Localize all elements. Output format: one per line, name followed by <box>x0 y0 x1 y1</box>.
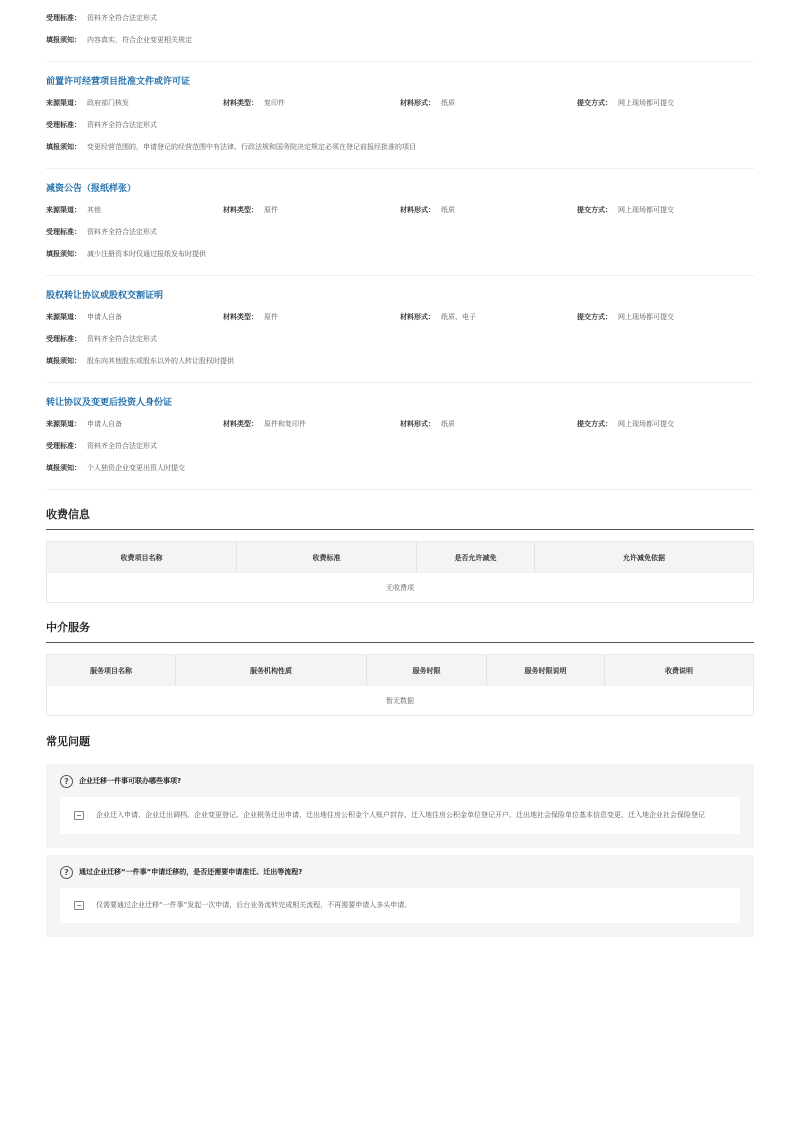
source-label: 来源渠道： <box>46 99 81 107</box>
material-item <box>46 383 754 490</box>
notice-label: 填报须知： <box>46 464 81 472</box>
source-label: 来源渠道： <box>46 313 81 321</box>
faq-answer-text: 仅需要通过企业迁移“一件事”发起一次申请，后台业务流转完成相关流程，不再需要申请人多头申请。 <box>96 901 412 909</box>
submit-label: 提交方式： <box>577 99 612 107</box>
standard-value: 资料齐全符合法定形式 <box>87 228 157 236</box>
form-value: 纸质 <box>441 206 455 214</box>
material-meta-row <box>46 199 754 221</box>
notice-value: 变更经营范围的，申请登记的经营范围中有法律、行政法规和国务院决定规定必须在登记前报经批准的项目 <box>87 143 416 151</box>
type-value: 原件 <box>264 206 278 214</box>
notice-row <box>46 136 754 158</box>
standard-label: 受理标准： <box>46 14 81 22</box>
submit-label: 提交方式： <box>577 420 612 428</box>
material-meta-row <box>46 306 754 328</box>
notice-label: 填报须知： <box>46 357 81 365</box>
faq-item[interactable] <box>46 764 754 848</box>
question-icon: ? <box>60 775 73 788</box>
source-label: 来源渠道： <box>46 420 81 428</box>
form-label: 材料形式： <box>400 206 435 214</box>
agency-header-cell: 服务时限说明 <box>487 655 605 686</box>
type-label: 材料类型： <box>223 420 258 428</box>
answer-icon <box>74 901 84 910</box>
fees-section-title: 收费信息 <box>46 490 754 530</box>
material-item <box>46 276 754 383</box>
fees-header-cell: 是否允许减免 <box>417 542 535 573</box>
material-title[interactable]: 减资公告（报纸样张） <box>46 184 137 194</box>
faq-question-text: 通过企业迁移“一件事”申请迁移的，是否还需要申请准迁、迁出等流程? <box>79 868 303 876</box>
fees-empty-row: 无收费项 <box>47 573 753 602</box>
notice-row <box>46 350 754 372</box>
submit-label: 提交方式： <box>577 206 612 214</box>
material-item <box>46 62 754 169</box>
fees-header-cell: 收费标准 <box>237 542 417 573</box>
notice-label: 填报须知： <box>46 143 81 151</box>
submit-value: 网上现场都可提交 <box>618 99 674 107</box>
material-title[interactable]: 股权转让协议或股权交割证明 <box>46 291 164 301</box>
agency-section-title: 中介服务 <box>46 603 754 643</box>
standard-value: 资料齐全符合法定形式 <box>87 442 157 450</box>
faq-answer <box>60 888 740 923</box>
standard-row <box>46 7 754 29</box>
agency-header-cell: 服务机构性质 <box>176 655 367 686</box>
type-value: 复印件 <box>264 99 285 107</box>
submit-value: 网上现场都可提交 <box>618 420 674 428</box>
type-label: 材料类型： <box>223 313 258 321</box>
material-continued <box>46 0 754 62</box>
form-value: 纸质 <box>441 420 455 428</box>
notice-label: 填报须知： <box>46 36 81 44</box>
notice-label: 填报须知： <box>46 250 81 258</box>
standard-label: 受理标准： <box>46 121 81 129</box>
agency-table-header <box>47 655 753 686</box>
material-meta-row <box>46 413 754 435</box>
form-value: 纸质 <box>441 99 455 107</box>
agency-header-cell: 服务项目名称 <box>47 655 176 686</box>
notice-value: 减少注册资本时仅通过报纸发布时提供 <box>87 250 206 258</box>
notice-row <box>46 243 754 265</box>
source-value: 政府部门核发 <box>87 99 129 107</box>
standard-value: 资料齐全符合法定形式 <box>87 335 157 343</box>
fees-table <box>46 541 754 603</box>
notice-value: 股东向其他股东或股东以外的人转让股权时提供 <box>87 357 234 365</box>
question-icon: ? <box>60 866 73 879</box>
form-label: 材料形式： <box>400 313 435 321</box>
type-label: 材料类型： <box>223 99 258 107</box>
standard-row <box>46 328 754 350</box>
faq-question-text: 企业迁移一件事可联办哪些事项? <box>79 777 182 785</box>
type-value: 原件和复印件 <box>264 420 306 428</box>
source-value: 其他 <box>87 206 101 214</box>
agency-empty-row: 暂无数据 <box>47 686 753 715</box>
faq-question[interactable] <box>60 772 740 790</box>
type-label: 材料类型： <box>223 206 258 214</box>
notice-value: 个人独资企业变更出资人时提交 <box>87 464 185 472</box>
submit-value: 网上现场都可提交 <box>618 206 674 214</box>
standard-label: 受理标准： <box>46 335 81 343</box>
faq-question[interactable] <box>60 863 740 881</box>
faq-answer <box>60 797 740 834</box>
answer-icon <box>74 811 84 820</box>
material-title[interactable]: 转让协议及变更后投资人身份证 <box>46 398 173 408</box>
notice-row <box>46 29 754 51</box>
standard-label: 受理标准： <box>46 228 81 236</box>
submit-label: 提交方式： <box>577 313 612 321</box>
fees-table-header <box>47 542 753 573</box>
source-value: 申请人自备 <box>87 420 122 428</box>
type-value: 原件 <box>264 313 278 321</box>
source-value: 申请人自备 <box>87 313 122 321</box>
standard-label: 受理标准： <box>46 442 81 450</box>
faq-answer-text: 企业迁入申请、企业迁出调档、企业变更登记、企业税务迁出申请、迁出地住房公积金个人账户封存、迁入地住房公积金单位登记开户、迁出地社会保险单位基本信息变更、迁入地企业社会保险登记 <box>96 811 705 819</box>
form-label: 材料形式： <box>400 99 435 107</box>
faq-item[interactable] <box>46 855 754 937</box>
standard-row <box>46 435 754 457</box>
notice-value: 内容真实，符合企业变更相关规定 <box>87 36 192 44</box>
notice-row <box>46 457 754 479</box>
material-item <box>46 169 754 276</box>
standard-value: 资料齐全符合法定形式 <box>87 14 157 22</box>
material-title[interactable]: 前置许可经营项目批准文件或许可证 <box>46 77 191 87</box>
form-label: 材料形式： <box>400 420 435 428</box>
agency-header-cell: 收费说明 <box>665 666 693 675</box>
standard-row <box>46 221 754 243</box>
agency-table <box>46 654 754 716</box>
source-label: 来源渠道： <box>46 206 81 214</box>
fees-header-cell: 允许减免依据 <box>623 553 665 562</box>
material-meta-row <box>46 92 754 114</box>
form-value: 纸质、电子 <box>441 313 476 321</box>
fees-header-cell: 收费项目名称 <box>47 542 237 573</box>
submit-value: 网上现场都可提交 <box>618 313 674 321</box>
agency-header-cell: 服务时限 <box>367 655 487 686</box>
standard-row <box>46 114 754 136</box>
faq-section-title: 常见问题 <box>46 735 90 748</box>
standard-value: 资料齐全符合法定形式 <box>87 121 157 129</box>
